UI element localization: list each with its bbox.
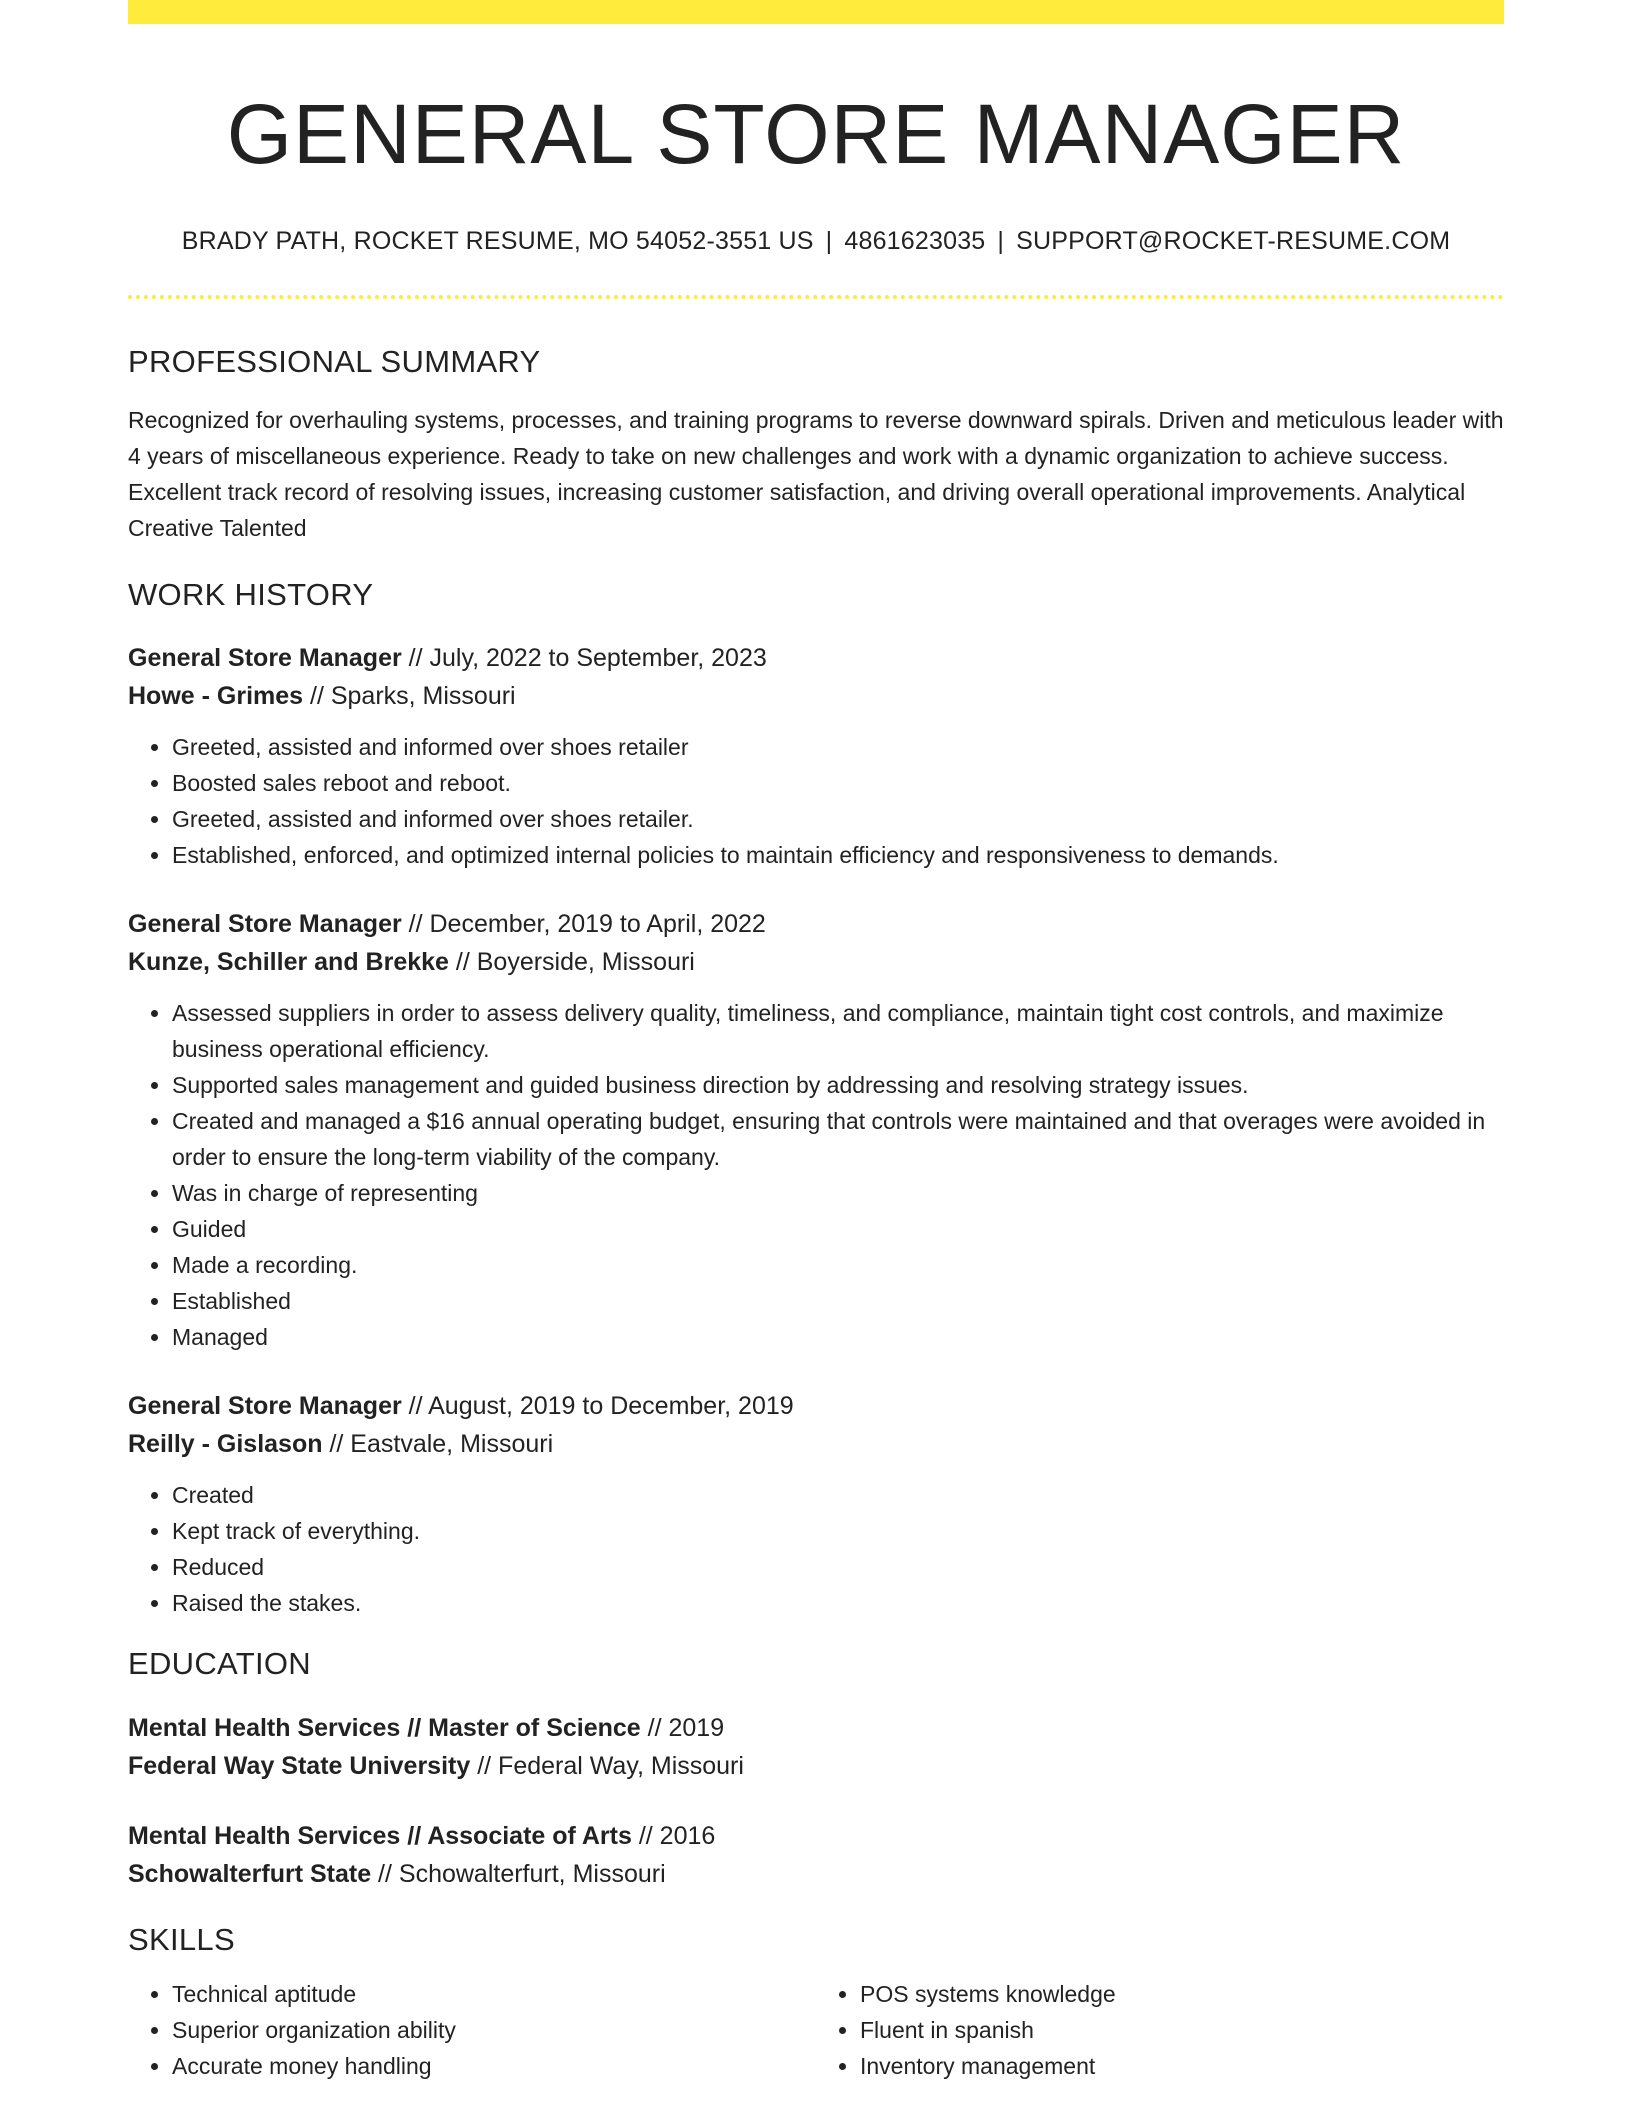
resume-title: GENERAL STORE MANAGER [226, 87, 1406, 181]
job-company-line [128, 943, 1504, 981]
list-item: • Established, enforced, and optimized internal policies to maintain efficiency and responsiveness to demands. [172, 837, 1504, 873]
list-item: • Greeted, assisted and informed over shoes retailer. [172, 801, 1504, 837]
education-school-line [128, 1747, 1504, 1785]
contact-separator: | [997, 226, 1005, 255]
skills-column-left [128, 1976, 816, 2084]
dotted-divider [128, 295, 1504, 299]
education-school-line [128, 1855, 1504, 1893]
list-item: • Reduced [172, 1549, 1504, 1585]
education-year: // 2016 [631, 1821, 716, 1850]
skill-item: • Superior organization ability [172, 2012, 816, 2048]
skills-column-right [816, 1976, 1504, 2084]
skill-item: • Inventory management [860, 2048, 1504, 2084]
job-location: // Sparks, Missouri [303, 682, 516, 711]
education-entry [128, 1817, 1504, 1893]
contact-address: BRADY PATH, ROCKET RESUME, MO 54052-3551 US [181, 226, 814, 255]
job-title-line [128, 639, 1504, 677]
job-dates: // August, 2019 to December, 2019 [401, 1392, 794, 1421]
job-dates: // July, 2022 to September, 2023 [401, 644, 767, 673]
list-item: • Created and managed a $16 annual operating budget, ensuring that controls were maintained and that overages were avoided in order to ensure the long-term viability of the company. [172, 1103, 1504, 1175]
skill-item: • Technical aptitude [172, 1976, 816, 2012]
skills-grid [128, 1976, 1504, 2084]
list-item: • Was in charge of representing [172, 1175, 1504, 1211]
list-item: • Greeted, assisted and informed over shoes retailer [172, 729, 1504, 765]
section-title-skills: SKILLS [128, 1921, 235, 1957]
list-item: • Assessed suppliers in order to assess delivery quality, timeliness, and compliance, maintain tight cost controls, and maximize business operational efficiency. [172, 995, 1504, 1067]
job-company: Howe - Grimes [128, 682, 304, 711]
education-degree-line [128, 1709, 1504, 1747]
job-entry [128, 1387, 1504, 1621]
job-company-line [128, 1425, 1504, 1463]
job-title-line [128, 905, 1504, 943]
section-title-education: EDUCATION [128, 1646, 311, 1682]
list-item: • Kept track of everything. [172, 1513, 1504, 1549]
job-bullets [128, 1477, 1504, 1621]
skill-item: • POS systems knowledge [860, 1976, 1504, 2012]
list-item: • Guided [172, 1211, 1504, 1247]
job-company: Kunze, Schiller and Brekke [128, 948, 449, 977]
skill-item: • Accurate money handling [172, 2048, 816, 2084]
skill-item: • Fluent in spanish [860, 2012, 1504, 2048]
list-item: • Boosted sales reboot and reboot. [172, 765, 1504, 801]
job-dates: // December, 2019 to April, 2022 [401, 910, 766, 939]
education-year: // 2019 [640, 1713, 725, 1742]
list-item: • Established [172, 1283, 1504, 1319]
section-title-summary: PROFESSIONAL SUMMARY [128, 344, 541, 380]
section-title-work-history: WORK HISTORY [128, 577, 374, 613]
job-position: General Store Manager [128, 910, 402, 939]
education-school: Schowalterfurt State [128, 1859, 372, 1888]
job-bullets [128, 995, 1504, 1355]
list-item: • Created [172, 1477, 1504, 1513]
job-title-line [128, 1387, 1504, 1425]
resume-page [128, 0, 1504, 2084]
job-company-line [128, 677, 1504, 715]
education-school: Federal Way State University [128, 1751, 471, 1780]
contact-phone: 4861623035 [844, 226, 986, 255]
job-location: // Eastvale, Missouri [322, 1430, 554, 1459]
education-location: // Federal Way, Missouri [470, 1751, 744, 1780]
list-item: • Made a recording. [172, 1247, 1504, 1283]
job-position: General Store Manager [128, 1392, 402, 1421]
contact-line [128, 225, 1504, 258]
job-position: General Store Manager [128, 644, 402, 673]
education-degree-line [128, 1817, 1504, 1855]
education-entry [128, 1709, 1504, 1785]
contact-email: SUPPORT@ROCKET-RESUME.COM [1016, 226, 1451, 255]
summary-text: Recognized for overhauling systems, processes, and training programs to reverse downward spirals. Driven and meticulous leader with 4 years of miscellaneous experience. Ready to take on new challenges and work with a dynamic organization to achieve success. Excellent track record of resolving issues, increasing customer satisfaction, and driving overall operational improvements. Analytical Creative Talented [128, 407, 1504, 542]
list-item: • Raised the stakes. [172, 1585, 1504, 1621]
accent-bar [128, 0, 1504, 24]
education-degree: Mental Health Services // Associate of Arts [128, 1821, 632, 1850]
contact-separator: | [825, 226, 833, 255]
job-entry [128, 639, 1504, 873]
job-location: // Boyerside, Missouri [448, 948, 695, 977]
list-item: • Supported sales management and guided business direction by addressing and resolving strategy issues. [172, 1067, 1504, 1103]
job-entry [128, 905, 1504, 1355]
education-degree: Mental Health Services // Master of Science [128, 1713, 641, 1742]
job-bullets [128, 729, 1504, 873]
list-item: • Managed [172, 1319, 1504, 1355]
job-company: Reilly - Gislason [128, 1430, 323, 1459]
education-location: // Schowalterfurt, Missouri [371, 1859, 666, 1888]
